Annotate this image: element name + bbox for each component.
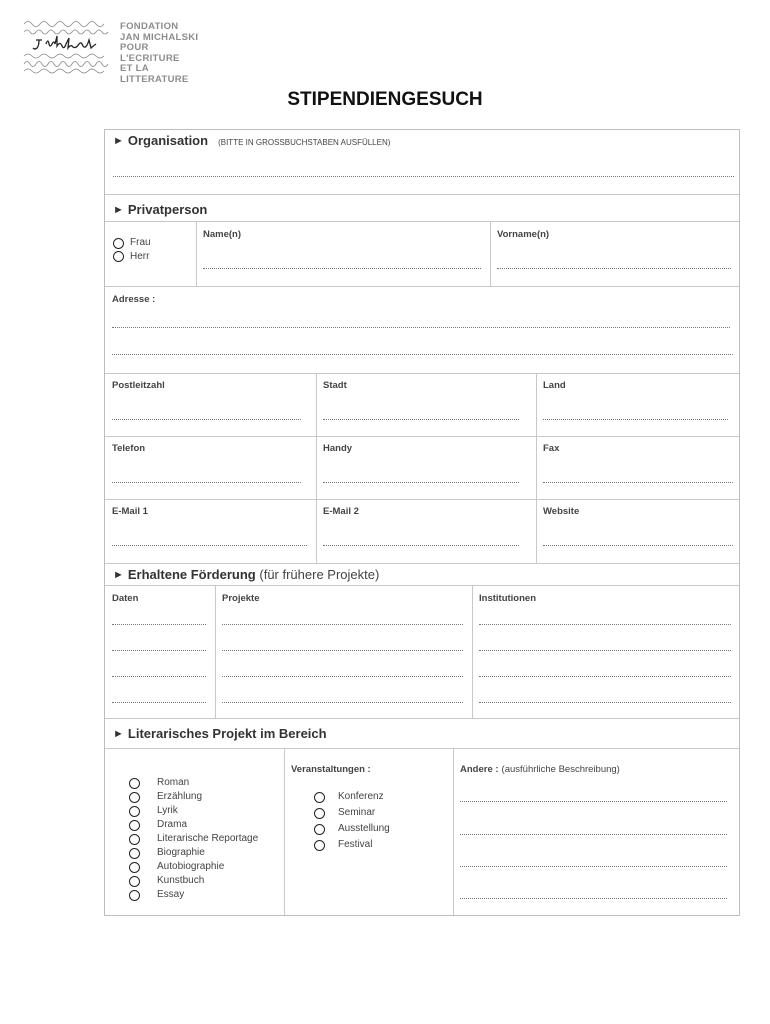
daten-field[interactable] xyxy=(112,624,206,625)
email1-label: E-Mail 1 xyxy=(112,506,148,517)
email2-field[interactable] xyxy=(323,545,519,546)
event-konferenz-radio[interactable] xyxy=(314,792,325,803)
genre-essay-radio[interactable] xyxy=(129,890,140,901)
arrow-right-icon: ► xyxy=(113,569,124,581)
genre-lyrik-label: Lyrik xyxy=(157,805,178,816)
andere-field-line-3[interactable] xyxy=(460,866,727,867)
genre-drama-label: Drama xyxy=(157,819,188,830)
salutation-herr-label: Herr xyxy=(130,251,150,262)
foundation-logo-icon xyxy=(22,18,110,74)
andere-label xyxy=(460,764,620,775)
name-field[interactable] xyxy=(203,268,481,269)
arrow-right-icon: ► xyxy=(113,204,124,216)
fax-field[interactable] xyxy=(543,482,733,483)
email1-field[interactable] xyxy=(112,545,307,546)
genre-drama-radio[interactable] xyxy=(129,820,140,831)
section-foerderung xyxy=(113,567,379,582)
website-label: Website xyxy=(543,506,580,517)
genre-roman-radio[interactable] xyxy=(129,778,140,789)
adresse-label: Adresse : xyxy=(112,294,156,305)
vorname-label: Vorname(n) xyxy=(497,229,550,240)
handy-label: Handy xyxy=(323,443,353,454)
section-organisation xyxy=(113,133,390,148)
andere-label-text: Andere : xyxy=(460,764,499,775)
genre-reportage-label: Literarische Reportage xyxy=(157,833,259,844)
stadt-field[interactable] xyxy=(323,419,519,420)
logo-line: JAN MICHALSKI xyxy=(120,31,199,43)
andere-field-line-4[interactable] xyxy=(460,898,727,899)
institutionen-field[interactable] xyxy=(479,624,731,625)
telefon-field[interactable] xyxy=(112,482,301,483)
land-label: Land xyxy=(543,380,566,391)
handy-field[interactable] xyxy=(323,482,519,483)
stadt-label: Stadt xyxy=(323,380,347,391)
institutionen-field[interactable] xyxy=(479,676,731,677)
section-privatperson xyxy=(113,202,207,217)
institutionen-field[interactable] xyxy=(479,702,731,703)
foundation-name xyxy=(120,22,198,86)
event-konferenz-label: Konferenz xyxy=(338,791,384,802)
arrow-right-icon: ► xyxy=(113,135,124,147)
event-festival-radio[interactable] xyxy=(314,840,325,851)
logo-line: LITTERATURE xyxy=(120,73,189,85)
institutionen-column-header: Institutionen xyxy=(479,593,536,604)
andere-field-line-1[interactable] xyxy=(460,801,727,802)
genre-erzaehlung-label: Erzählung xyxy=(157,791,203,802)
event-ausstellung-radio[interactable] xyxy=(314,824,325,835)
salutation-frau-label: Frau xyxy=(130,237,151,248)
genre-roman-label: Roman xyxy=(157,777,190,788)
salutation-herr-radio[interactable] xyxy=(113,251,124,262)
organisation-field[interactable] xyxy=(113,176,734,177)
section-privatperson-heading: Privatperson xyxy=(127,202,208,217)
postleitzahl-field[interactable] xyxy=(112,419,301,420)
genre-autobiographie-radio[interactable] xyxy=(129,862,140,873)
genre-kunstbuch-radio[interactable] xyxy=(129,876,140,887)
projekte-field[interactable] xyxy=(222,650,463,651)
logo-line: FONDATION xyxy=(120,21,179,32)
event-seminar-radio[interactable] xyxy=(314,808,325,819)
genre-biographie-radio[interactable] xyxy=(129,848,140,859)
adresse-field-line-2[interactable] xyxy=(112,354,733,355)
logo-line: L'ECRITURE xyxy=(120,52,180,64)
andere-field-line-2[interactable] xyxy=(460,834,727,835)
logo-line: POUR xyxy=(120,42,149,54)
projekte-field[interactable] xyxy=(222,676,463,677)
application-form xyxy=(104,129,740,916)
salutation-frau-radio[interactable] xyxy=(113,238,124,249)
projekte-field[interactable] xyxy=(222,702,463,703)
daten-field[interactable] xyxy=(112,676,206,677)
section-projekt-heading: Literarisches Projekt im Bereich xyxy=(127,726,327,741)
website-field[interactable] xyxy=(543,545,733,546)
logo-line: ET LA xyxy=(120,63,149,75)
institutionen-field[interactable] xyxy=(479,650,731,651)
adresse-field-line-1[interactable] xyxy=(112,327,730,328)
event-festival-label: Festival xyxy=(338,839,373,850)
daten-column-header: Daten xyxy=(112,593,139,604)
section-foerderung-heading: Erhaltene Förderung xyxy=(127,567,256,582)
fax-label: Fax xyxy=(543,443,560,454)
genre-kunstbuch-label: Kunstbuch xyxy=(157,875,205,886)
section-organisation-note: (BITTE IN GROSSBUCHSTABEN AUSFÜLLEN) xyxy=(218,138,391,147)
vorname-field[interactable] xyxy=(497,268,731,269)
postleitzahl-label: Postleitzahl xyxy=(112,380,165,391)
land-field[interactable] xyxy=(543,419,728,420)
genre-reportage-radio[interactable] xyxy=(129,834,140,845)
page-title: STIPENDIENGESUCH xyxy=(287,89,483,110)
genre-erzaehlung-radio[interactable] xyxy=(129,792,140,803)
name-label: Name(n) xyxy=(203,229,242,240)
arrow-right-icon: ► xyxy=(113,728,124,740)
genre-biographie-label: Biographie xyxy=(157,847,205,858)
section-foerderung-note: (für frühere Projekte) xyxy=(259,567,380,582)
daten-field[interactable] xyxy=(112,650,206,651)
email2-label: E-Mail 2 xyxy=(323,506,359,517)
event-seminar-label: Seminar xyxy=(338,807,376,818)
daten-field[interactable] xyxy=(112,702,206,703)
section-organisation-heading: Organisation xyxy=(127,133,209,148)
genre-autobiographie-label: Autobiographie xyxy=(157,861,225,872)
projekte-column-header: Projekte xyxy=(222,593,260,604)
andere-note: (ausführliche Beschreibung) xyxy=(501,764,620,775)
projekte-field[interactable] xyxy=(222,624,463,625)
genre-essay-label: Essay xyxy=(157,889,185,900)
section-projekt xyxy=(113,726,327,741)
veranstaltungen-label: Veranstaltungen : xyxy=(291,764,371,775)
genre-lyrik-radio[interactable] xyxy=(129,806,140,817)
event-ausstellung-label: Ausstellung xyxy=(338,823,390,834)
telefon-label: Telefon xyxy=(112,443,146,454)
